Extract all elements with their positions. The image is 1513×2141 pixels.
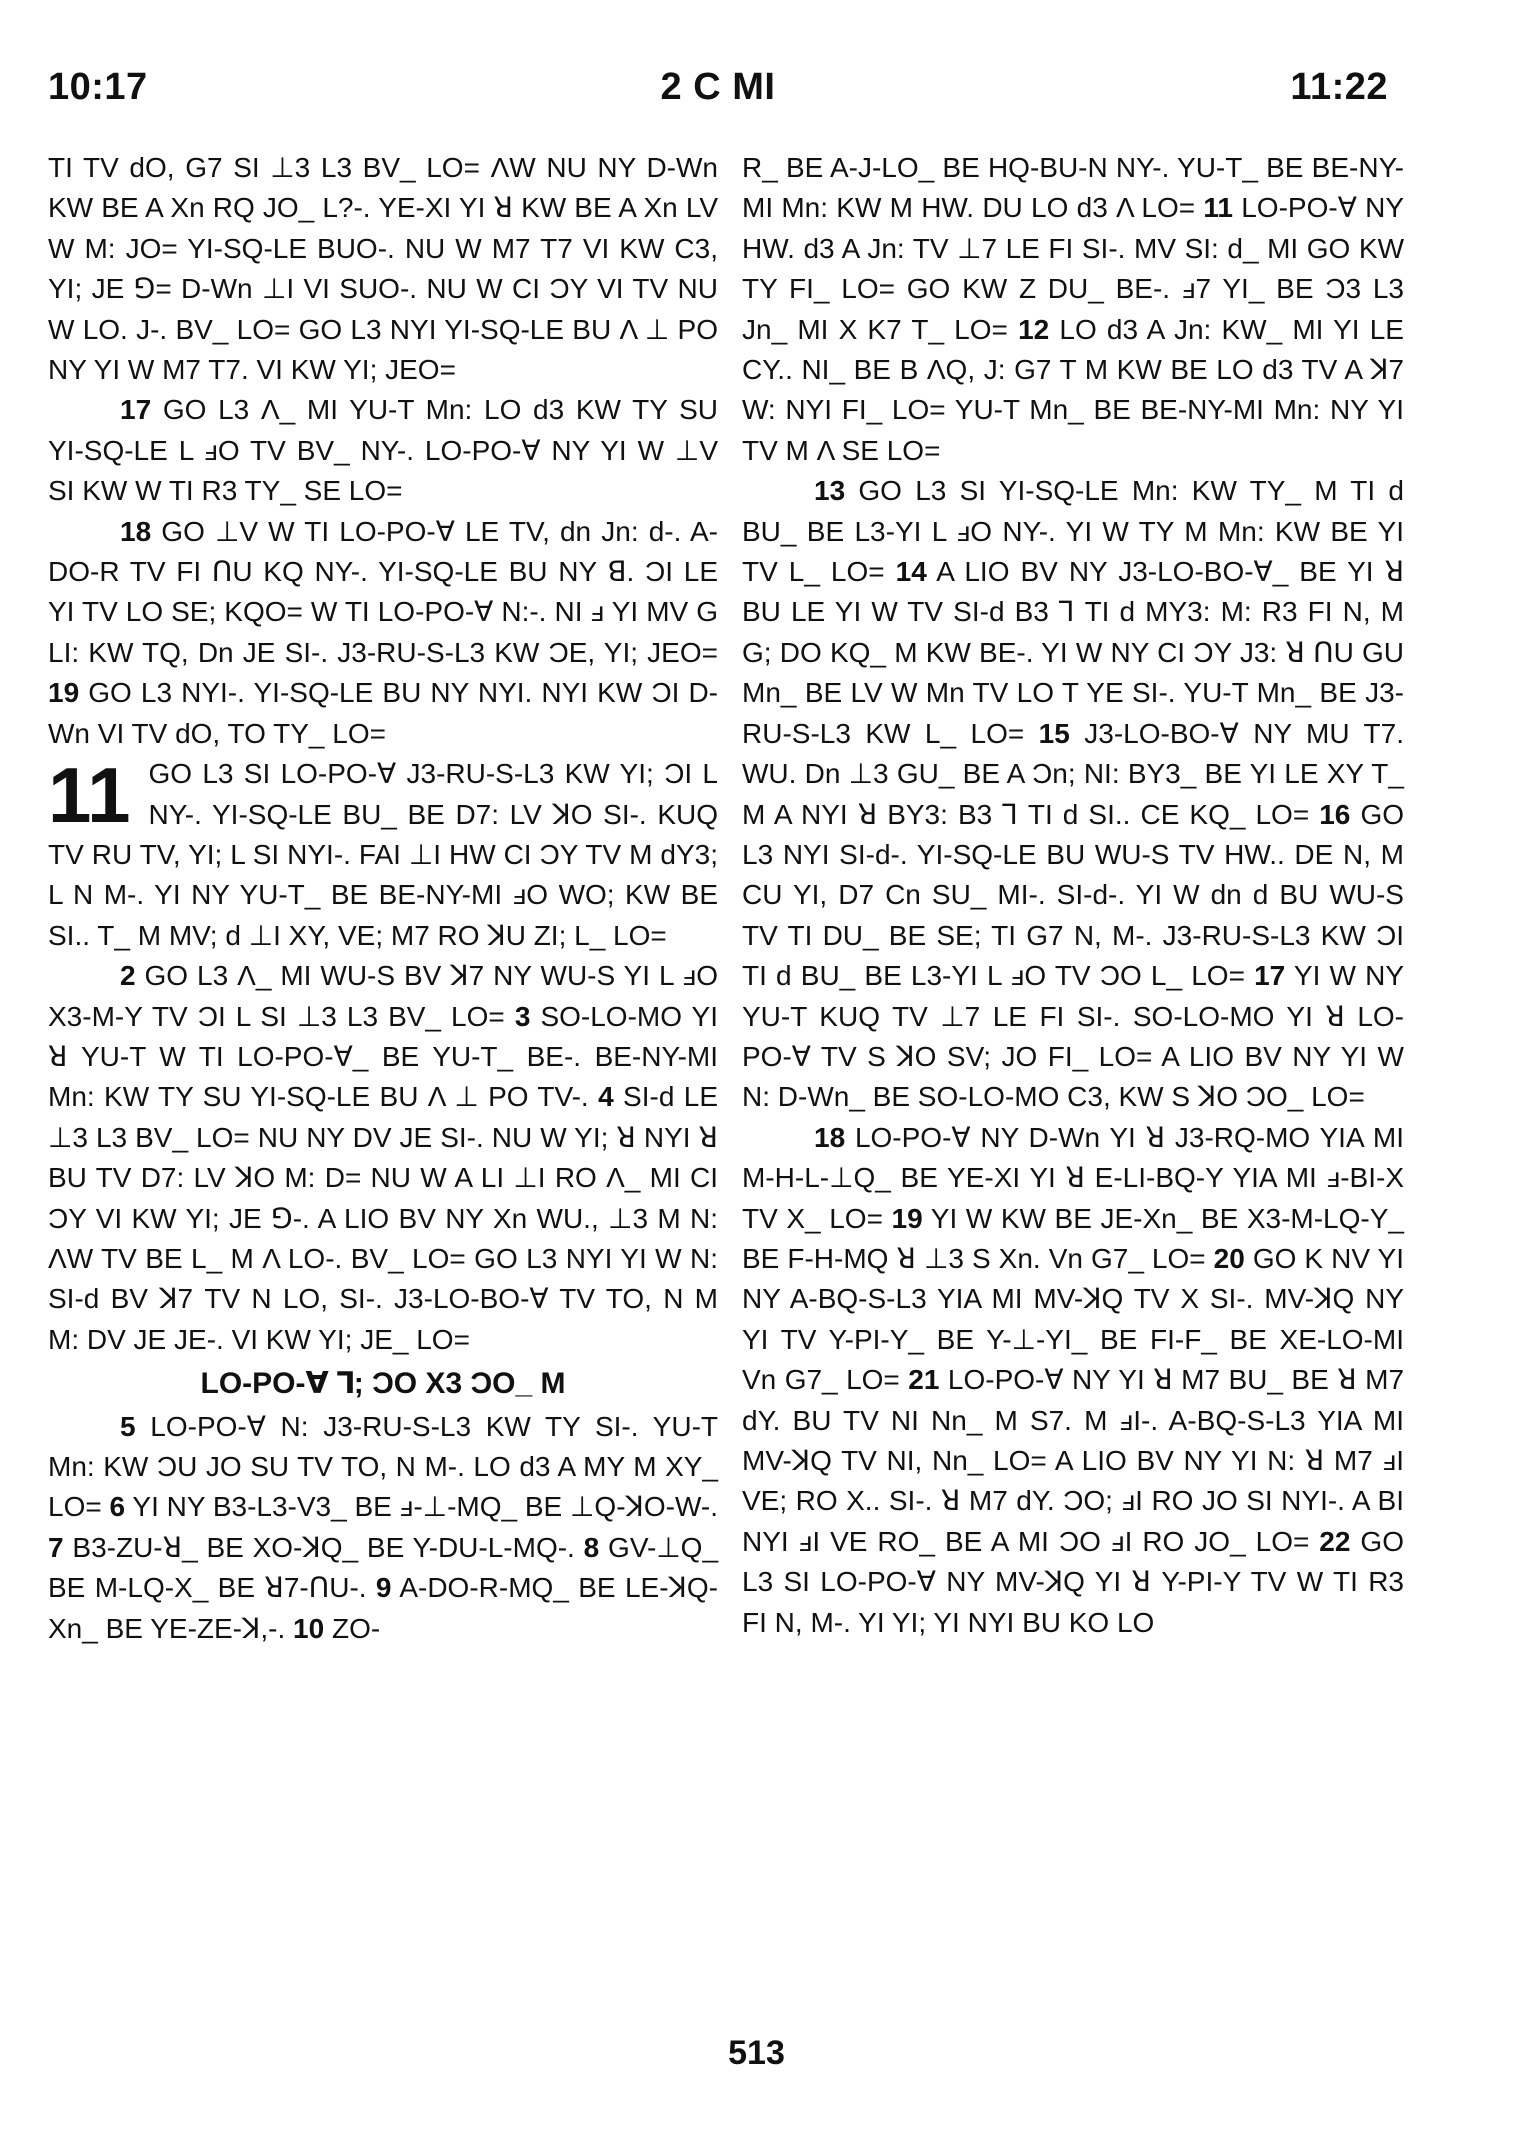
verse-number: 6 (109, 1491, 126, 1523)
verse-number: 17 (120, 394, 152, 426)
paragraph (742, 148, 1404, 471)
verse-number: 18 (120, 515, 152, 547)
verse-number: 7 (48, 1531, 64, 1563)
verse-text: LO-PO-∀ NY HW. d3 A Jn: TV ⊥7 LE FI SI-. MV SI: d_ MI GO KW TY FI_ LO= GO KW Z DU_ BE-. ⅎ7 YI_ BE Ɔ3 L3 Jn_ MI X K7 T_ LO= (742, 192, 1404, 345)
verse-number: 11 (1203, 192, 1233, 224)
verse-text: ZO- (331, 1612, 381, 1644)
verse-text: A-DO-R-MQ_ BE LE-ꓘQ-Xn_ BE YE-ZE-ꓘ,-. (48, 1572, 718, 1644)
verse-number: 19 (891, 1202, 923, 1234)
left-column (48, 148, 718, 1649)
verse-text: R_ BE A-J-LO_ BE HQ-BU-N NY-. YU-T_ BE BE-NY-MI Mn: KW M HW. DU LO d3 Λ LO= (742, 152, 1404, 224)
verse-number: 21 (908, 1364, 940, 1396)
verse-text: GO L3 NYI SI-d-. YI-SQ-LE BU WU-S TV HW.. DE N, M CU YI, D7 Cn SU_ MI-. SI-d-. YI W dn d BU WU-S TV TI DU_ BE SE; TI G7 N, M-. J3-RU-S-L3 KW ƆI TI d BU_ BE L3-YI L ⅎO TV ƆO L_ LO= (742, 798, 1404, 992)
verse-text: YI NY B3-L3-V3_ BE ⅎ-⊥-MQ_ BE ⊥Q-ꓘO-W-. (132, 1491, 719, 1523)
paragraph (48, 390, 718, 511)
paragraph (742, 471, 1404, 1118)
verse-number: 18 (814, 1121, 846, 1153)
paragraph (48, 512, 718, 754)
verse-number: 14 (895, 556, 927, 588)
verse-number: 19 (48, 677, 80, 709)
verse-text: GO L3 SI LO-PO-∀ NY MV-ꓘQ YI ꓤ Y-PI-Y TV W TI R3 FI N, M-. YI YI; YI NYI BU KO LO (742, 1525, 1404, 1638)
verse-text: GO K NV YI NY A-BQ-S-L3 YIA MI MV-ꓘQ TV X SI-. MV-ꓘQ NY YI TV Y-PI-Y_ BE Y-⊥-YI_ BE FI-F_ BE XE-LO-MI Vn G7_ LO= (742, 1242, 1404, 1396)
paragraph (48, 1407, 718, 1649)
header-left-reference: 10:17 (48, 66, 148, 108)
verse-number: 2 (120, 960, 136, 992)
verse-text: GO L3 SI YI-SQ-LE Mn: KW TY_ M TI d BU_ BE L3-YI L ⅎO NY-. YI W TY M Mn: KW BE YI TV L_ LO= (742, 475, 1404, 588)
verse-text: GO L3 Λ_ MI WU-S BV ꓘ7 NY WU-S YI L ⅎO X3-M-Y TV ƆI L SI ⊥3 L3 BV_ LO= (48, 960, 718, 1032)
verse-text: LO d3 A Jn: KW_ MI YI LE CY.. NI_ BE B ΛQ, J: G7 T M KW BE LO d3 TV A ꓘ7 W: NYI FI_ LO= YU-T Mn_ BE BE-NY-MI Mn: NY YI TV M Λ SE LO= (742, 313, 1404, 466)
verse-number: 16 (1319, 798, 1351, 830)
verse-text: LO-PO-∀ N: J3-RU-S-L3 KW TY SI-. YU-T Mn: KW ƆU JO SU TV TO, N M-. LO d3 A MY M XY_ LO= (48, 1410, 719, 1523)
page-header (48, 66, 1388, 126)
verse-text: GO ⊥V W TI LO-PO-∀ LE TV, dn Jn: d-. A-DO-R TV FI ꓵU KQ NY-. YI-SQ-LE BU NY ꓭ. ƆI LE YI TV LO SE; KQO= W TI LO-PO-∀ N:-. NI ⅎ YI MV G LI: KW TQ, Dn JE SI-. J3-RU-S-L3 KW ƆE, YI; JEO= (48, 515, 718, 668)
verse-number: 4 (598, 1081, 614, 1113)
verse-text: GO L3 SI LO-PO-∀ J3-RU-S-L3 KW YI; ƆI L NY-. YI-SQ-LE BU_ BE D7: LV ꓘO SI-. KUQ TV RU TV, YI; L SI NYI-. FAI ⊥I HW CI ƆY TV M dY3; L N M-. YI NY YU-T_ BE BE-NY-MI ⅎO WO; KW BE SI.. T_ M MV; d ⊥I XY, VE; M7 RO ꓘU ZI; L_ LO= (48, 758, 718, 951)
chapter-number: 11 (48, 751, 131, 840)
verse-text: GO L3 Λ_ MI YU-T Mn: LO d3 KW TY SU YI-SQ-LE L ⅎO TV BV_ NY-. LO-PO-∀ NY YI W ⊥V SI KW W TI R3 TY_ SE LO= (48, 394, 718, 507)
header-book-title: 2 C MI (660, 66, 776, 108)
verse-text: YI W NY YU-T KUQ TV ⊥7 LE FI SI-. SO-LO-MO YI ꓤ LO-PO-∀ TV S ꓘO SV; JO FI_ LO= A LIO BV NY YI W N: D-Wn_ BE SO-LO-MO C3, KW S ꓘO ƆO_ LO= (742, 960, 1405, 1113)
verse-text: B3-ZU-ꓤ_ BE XO-ꓘQ_ BE Y-DU-L-MQ-. (72, 1531, 575, 1563)
verse-text: GO L3 NYI-. YI-SQ-LE BU NY NYI. NYI KW ƆI D-Wn VI TV dO, TO TY_ LO= (48, 677, 718, 749)
verse-text: A LIO BV NY J3-LO-BO-∀_ BE YI ꓤ BU LE YI W TV SI-d B3 ꓶ TI d MY3: M: R3 FI N, M G; DO KQ_ M KW BE-. YI W NY CI ƆY J3: ꓤ ꓵU GU Mn_ BE LV W Mn TV LO T YE SI-. YU-T Mn_ BE J3-RU-S-L3 KW L_ LO= (742, 556, 1405, 749)
section-heading: LO-PO-∀ ꓶ; ƆO X3 ƆO_ M (200, 1367, 566, 1401)
verse-number: 5 (120, 1410, 136, 1442)
verse-number: 9 (375, 1572, 392, 1604)
paragraph (48, 956, 718, 1360)
verse-number: 15 (1038, 717, 1070, 749)
verse-text: SO-LO-MO YI ꓤ YU-T W TI LO-PO-∀_ BE YU-T_ BE-. BE-NY-MI Mn: KW TY SU YI-SQ-LE BU Λ ⊥ PO TV-. (48, 1000, 718, 1113)
verse-number: 13 (814, 475, 846, 507)
verse-number: 22 (1319, 1525, 1351, 1557)
verse-number: 20 (1213, 1242, 1245, 1274)
paragraph: TI TV dO, G7 SI ⊥3 L3 BV_ LO= ΛW NU NY D-Wn KW BE A Xn RQ JO_ L?-. YE-XI YI ꓤ KW BE A Xn LV W M: JO= YI-SQ-LE BUO-. NU W M7 T7 VI KW C3, YI; JE ⅁= D-Wn ⊥I VI SUO-. NU W CI ƆY VI TV NU W LO. J-. BV_ LO= GO L3 NYI YI-SQ-LE BU Λ ⊥ PO NY YI W M7 T7. VI KW YI; JEO= (48, 152, 718, 386)
header-right-reference: 11:22 (1290, 66, 1388, 108)
verse-text: J3-LO-BO-∀ NY MU T7. WU. Dn ⊥3 GU_ BE A Ɔn; NI: BY3_ BE YI LE XY T_ M A NYI ꓤ BY3: B3 ꓶ TI d SI.. CE KQ_ LO= (742, 717, 1404, 830)
verse-number: 12 (1018, 313, 1050, 345)
verse-text: LO-PO-∀ NY D-Wn YI ꓤ J3-RQ-MO YIA MI M-H-L-⊥Q_ BE YE-XI YI ꓤ E-LI-BQ-Y YIA MI ⅎ-BI-X TV X_ LO= (742, 1121, 1404, 1234)
paragraph (742, 1118, 1404, 1643)
verse-number: 8 (583, 1531, 600, 1563)
right-column (742, 148, 1404, 1643)
verse-text: SI-d LE ⊥3 L3 BV_ LO= NU NY DV JE SI-. NU W YI; ꓤ NYI ꓤ BU TV D7: LV ꓘO M: D= NU W A LI ⊥I RO Λ_ MI CI ƆY VI KW YI; JE ⅁-. A LIO BV NY Xn WU., ⊥3 M N: ΛW TV BE L_ M Λ LO-. BV_ LO= GO L3 NYI YI W N: SI-d BV ꓘ7 TV N LO, SI-. J3-LO-BO-∀ TV TO, N M M: DV JE JE-. VI KW YI; JE_ LO= (48, 1081, 719, 1355)
verse-text: GV-⊥Q_ BE M-LQ-X_ BE ꓤ7-ꓵU-. (48, 1531, 719, 1604)
verse-number: 10 (293, 1612, 325, 1644)
verse-text: LO-PO-∀ NY YI ꓤ M7 BU_ BE ꓤ M7 dY. BU TV NI Nn_ M S7. M ⅎI-. A-BQ-S-L3 YIA MI MV-ꓘQ TV NI, Nn_ LO= A LIO BV NY YI N: ꓤ M7 ⅎI VE; RO X.. SI-. ꓤ M7 dY. ƆO; ⅎI RO JO SI NYI-. A BI NYI ⅎI VE RO_ BE A MI ƆO ⅎI RO JO_ LO= (742, 1364, 1405, 1557)
page-number: 513 (728, 2034, 785, 2072)
verse-number: 3 (514, 1000, 531, 1032)
paragraph (48, 751, 718, 956)
verse-text: YI W KW BE JE-Xn_ BE X3-M-LQ-Y_ BE F-H-MQ ꓤ ⊥3 S Xn. Vn G7_ LO= (742, 1202, 1404, 1274)
verse-number: 17 (1254, 960, 1286, 992)
